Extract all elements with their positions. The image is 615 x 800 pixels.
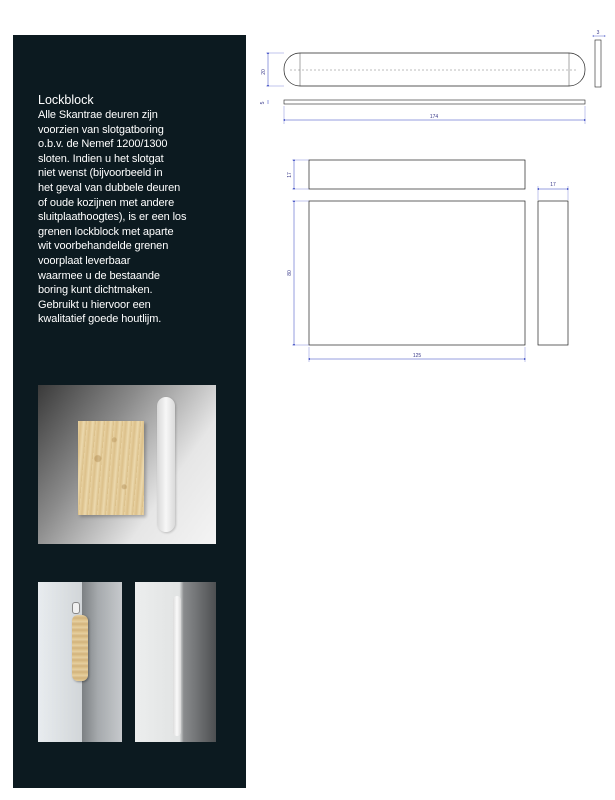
description-line: voorzien van slotgatboring: [38, 123, 164, 136]
block-side-width-label: 17: [550, 182, 556, 188]
lockblock-top-view: [287, 160, 525, 189]
plate-thickness-label: 5: [260, 101, 266, 105]
section-title: Lockblock: [38, 93, 94, 107]
description-line: boring kunt dichtmaken.: [38, 284, 153, 297]
description-line: Alle Skantrae deuren zijn: [38, 109, 158, 121]
block-width-label: 125: [412, 353, 422, 359]
description-line: of oude kozijnen met andere: [38, 196, 175, 209]
description-line: wit voorbehandelde grenen: [38, 240, 169, 253]
description-line: niet wenst (bijvoorbeeld in: [38, 167, 163, 180]
block-thickness-label: 17: [287, 172, 293, 178]
plate-height-dimension: [261, 53, 284, 86]
description-line: het geval van dubbele deuren: [38, 181, 181, 194]
description-line: sluitplaathoogtes), is er een los: [38, 211, 187, 224]
cover-plate-edge-view: [260, 100, 585, 124]
plate-height-label: 20: [261, 69, 267, 75]
description-line: Gebruikt u hiervoor een: [38, 298, 151, 311]
description-line: kwalitatief goede houtlijm.: [38, 313, 162, 326]
cover-plate-top-view: [284, 53, 585, 86]
description-line: waarmee u de bestaande: [38, 269, 160, 282]
description-line: o.b.v. de Nemef 1200/1300: [38, 138, 168, 151]
cover-plate-side-view: [593, 30, 605, 87]
block-height-label: 80: [287, 270, 293, 276]
description-line: sloten. Indien u het slotgat: [38, 152, 164, 165]
description-line: grenen lockblock met aparte: [38, 225, 174, 238]
plate-length-label: 174: [429, 114, 439, 120]
lockblock-front-view: [287, 201, 525, 362]
plate-side-label: 3: [596, 30, 600, 36]
lockblock-side-view: [538, 182, 568, 345]
description-line: voorplaat leverbaar: [38, 254, 131, 267]
